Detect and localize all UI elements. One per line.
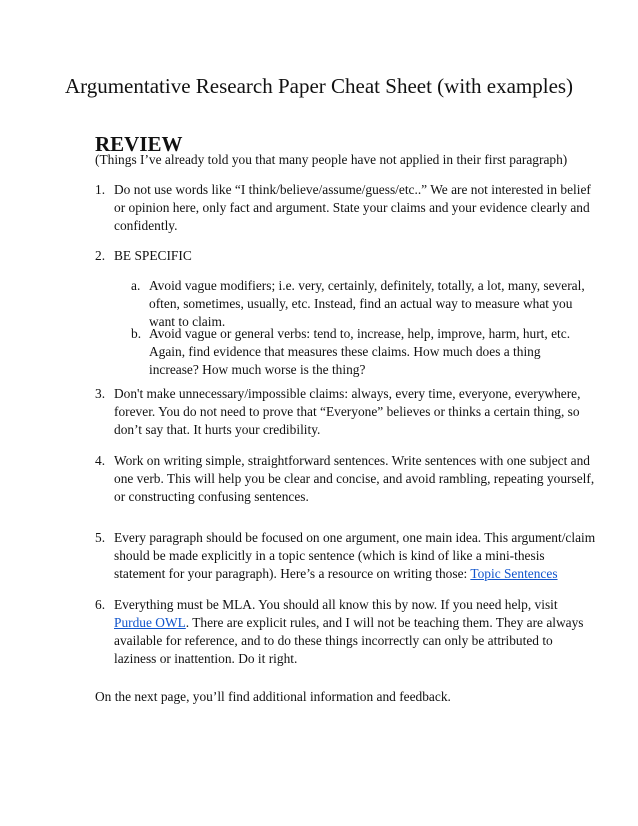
- text-line: increase? How much worse is the thing?: [149, 362, 366, 377]
- sub-list-text: [149, 277, 585, 331]
- text-line: Avoid vague or general verbs: tend to, increase, help, improve, harm, hurt, etc.: [149, 326, 571, 341]
- text-line: forever. You do not need to prove that “Everyone” believes or thinks a certain thing, so: [114, 404, 580, 419]
- text-line: Work on writing simple, straightforward sentences. Write sentences with one subject and: [114, 453, 590, 468]
- list-number: 1.: [95, 182, 106, 197]
- text-line: don’t say that. It hurts your credibility.: [114, 422, 321, 437]
- purdue-owl-link[interactable]: Purdue OWL: [114, 615, 186, 630]
- list-text: [114, 385, 584, 439]
- text-line: laziness or inattention. Do it right.: [114, 651, 298, 666]
- closing-note: On the next page, you’ll find additional information and feedback.: [95, 689, 451, 704]
- list-text: [114, 452, 595, 506]
- text-line: [114, 614, 584, 632]
- list-text: [114, 596, 584, 668]
- text-line: often, sometimes, usually, etc. Instead, find an actual way to measure what you: [149, 296, 573, 311]
- list-text: [114, 529, 596, 583]
- list-text: [114, 247, 584, 265]
- text-line: Do not use words like “I think/believe/assume/guess/etc..” We are not interested in belief: [114, 182, 591, 197]
- list-number: 4.: [95, 453, 106, 468]
- section-heading: REVIEW: [95, 132, 183, 156]
- text-line: Don't make unnecessary/impossible claims: always, every time, everyone, everywhere,: [114, 386, 581, 401]
- text-line: Avoid vague modifiers; i.e. very, certainly, definitely, totally, a lot, many, several,: [149, 278, 585, 293]
- list-number: 6.: [95, 597, 106, 612]
- text-line: confidently.: [114, 218, 178, 233]
- text-segment: . There are explicit rules, and I will not be teaching them. They are always: [185, 615, 584, 630]
- text-line: Everything must be MLA. You should all know this by now. If you need help, visit: [114, 597, 558, 612]
- list-number: 5.: [95, 530, 106, 545]
- text-line: one verb. This will help you be clear and concise, and avoid rambling, repeating yourself,: [114, 471, 595, 486]
- document-title: Argumentative Research Paper Cheat Sheet (with examples): [64, 74, 574, 98]
- text-line: BE SPECIFIC: [114, 248, 192, 263]
- section-subnote: (Things I’ve already told you that many people have not applied in their first paragraph): [95, 152, 568, 167]
- text-line: or opinion here, only fact and argument. State your claims and your evidence clearly and: [114, 200, 590, 215]
- sub-list-letter: b.: [131, 326, 142, 341]
- text-line: or constructing confusing sentences.: [114, 489, 309, 504]
- text-line: Every paragraph should be focused on one argument, one main idea. This argument/claim: [114, 530, 596, 545]
- text-line: available for reference, and to do these things incorrectly can only be attributed to: [114, 633, 553, 648]
- text-segment: statement for your paragraph). Here’s a resource on writing those:: [114, 566, 471, 581]
- text-line: [114, 565, 584, 583]
- list-number: 2.: [95, 248, 106, 263]
- sub-list-letter: a.: [131, 278, 141, 293]
- sub-list-text: [149, 325, 569, 379]
- text-line: should be made explicitly in a topic sentence (which is kind of like a mini-thesis: [114, 548, 545, 563]
- list-text: [114, 181, 591, 235]
- topic-sentences-link[interactable]: Topic Sentences: [470, 566, 558, 581]
- text-line: want to claim.: [149, 314, 226, 329]
- list-number: 3.: [95, 386, 106, 401]
- text-line: Again, find evidence that measures these claims. How much does a thing: [149, 344, 541, 359]
